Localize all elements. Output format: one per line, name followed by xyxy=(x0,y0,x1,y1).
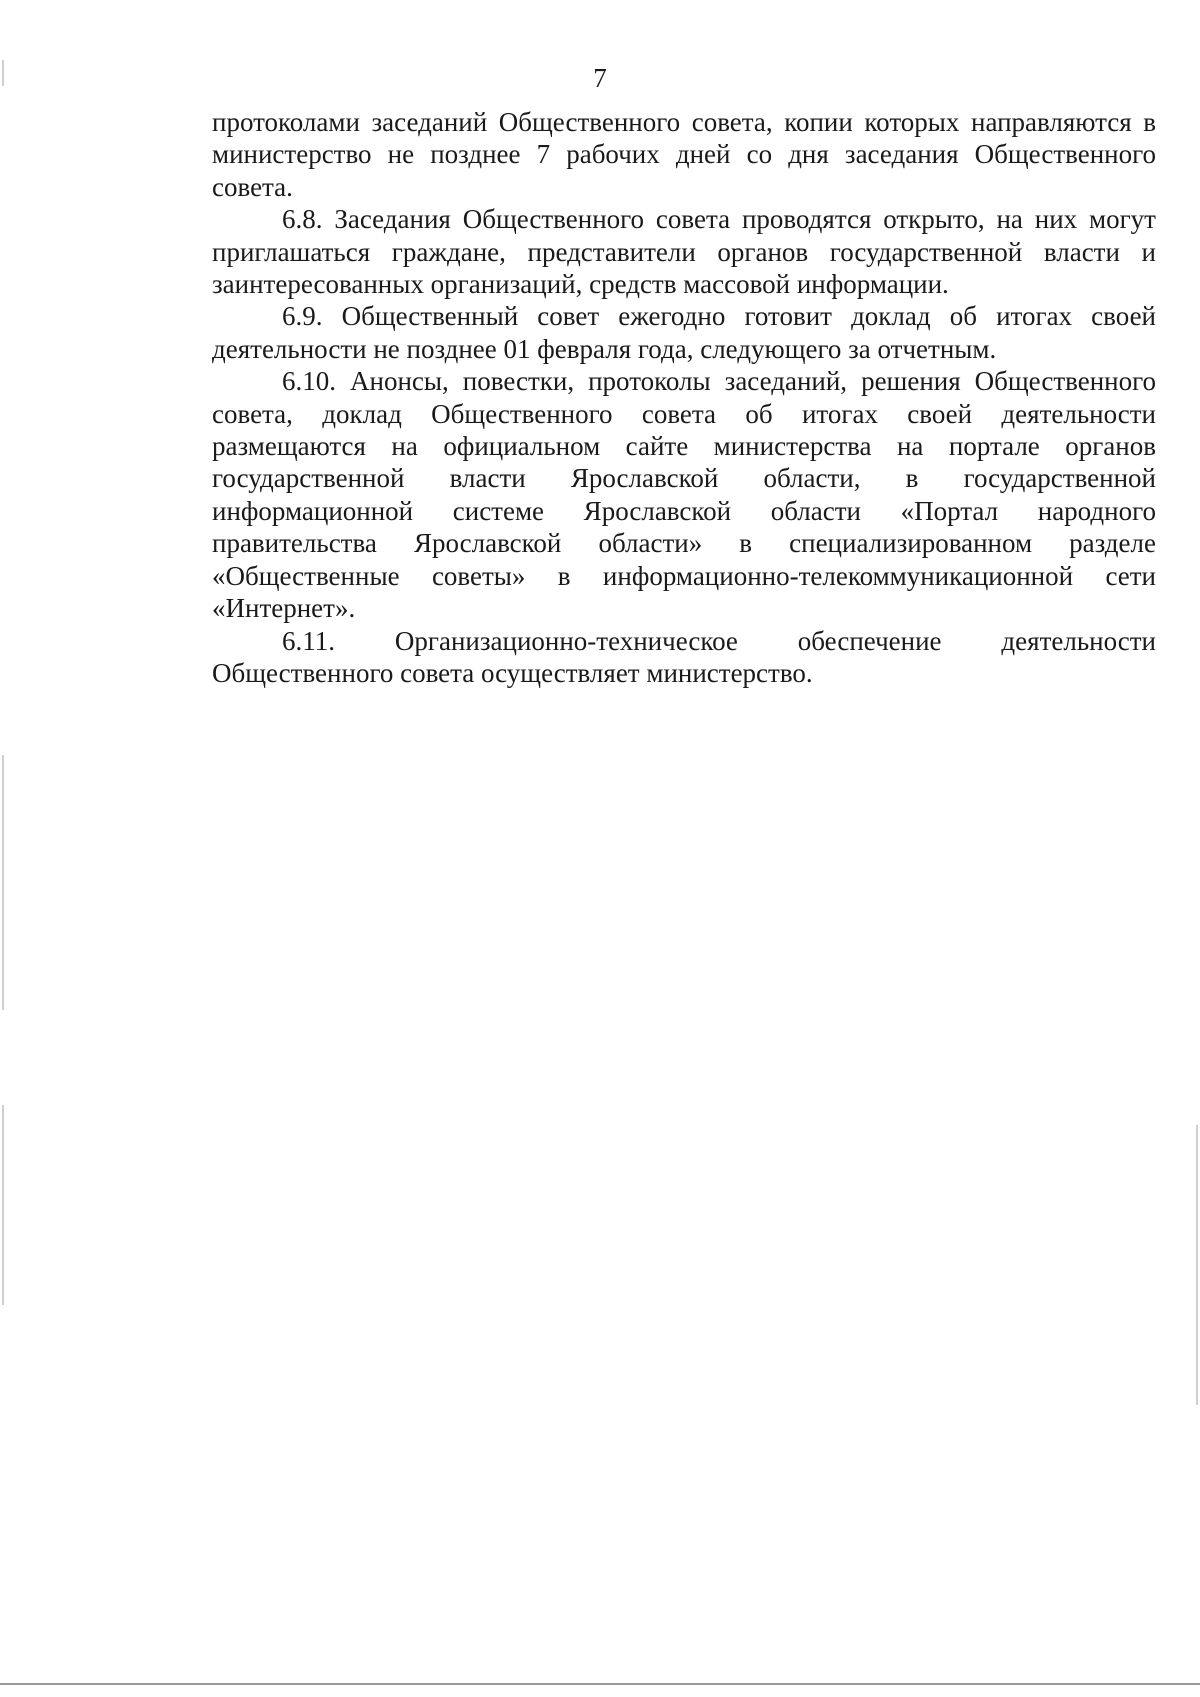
scan-artifact-left-lower xyxy=(2,1105,4,1305)
paragraph-6-11-line-2: Общественного совета осуществляет министерство. xyxy=(212,657,813,688)
paragraph-6-9: 6.9. Общественный совет ежегодно готовит доклад об итогах своей деятельности не позднее 01 февраля года, следующего за отчетным. xyxy=(212,301,1156,364)
page-number: 7 xyxy=(593,63,607,93)
document-body xyxy=(212,106,1156,689)
scan-artifact-right xyxy=(1196,1125,1198,1405)
scan-artifact-bottom-edge xyxy=(0,1683,1200,1685)
scan-artifact-left-middle xyxy=(2,755,4,1010)
paragraph-continuation: протоколами заседаний Общественного совета, копии которых направляются в министерство не позднее 7 рабочих дней со дня заседания Общественного совета. xyxy=(212,107,1156,202)
paragraph-6-10: 6.10. Анонсы, повестки, протоколы заседаний, решения Общественного совета, доклад Общественного совета об итогах своей деятельности размещаются на официальном сайте министерства на портале органов государственной власти Ярославской области, в государственной информационной системе Ярославской области «Портал народного правительства Ярославской области» в специализированном разделе «Общественные советы» в информационно-телекоммуникационной сети «Интернет». xyxy=(212,366,1156,624)
paragraph-6-8: 6.8. Заседания Общественного совета проводятся открыто, на них могут приглашаться граждане, представители органов государственной власти и заинтересованных организаций, средств массовой информации. xyxy=(212,204,1156,300)
paragraph-6-11 xyxy=(212,625,1156,690)
scan-artifact-left-top xyxy=(2,60,4,86)
paragraph-6-11-line-1: 6.11. Организационно-техническое обеспечение деятельности xyxy=(282,625,1156,656)
